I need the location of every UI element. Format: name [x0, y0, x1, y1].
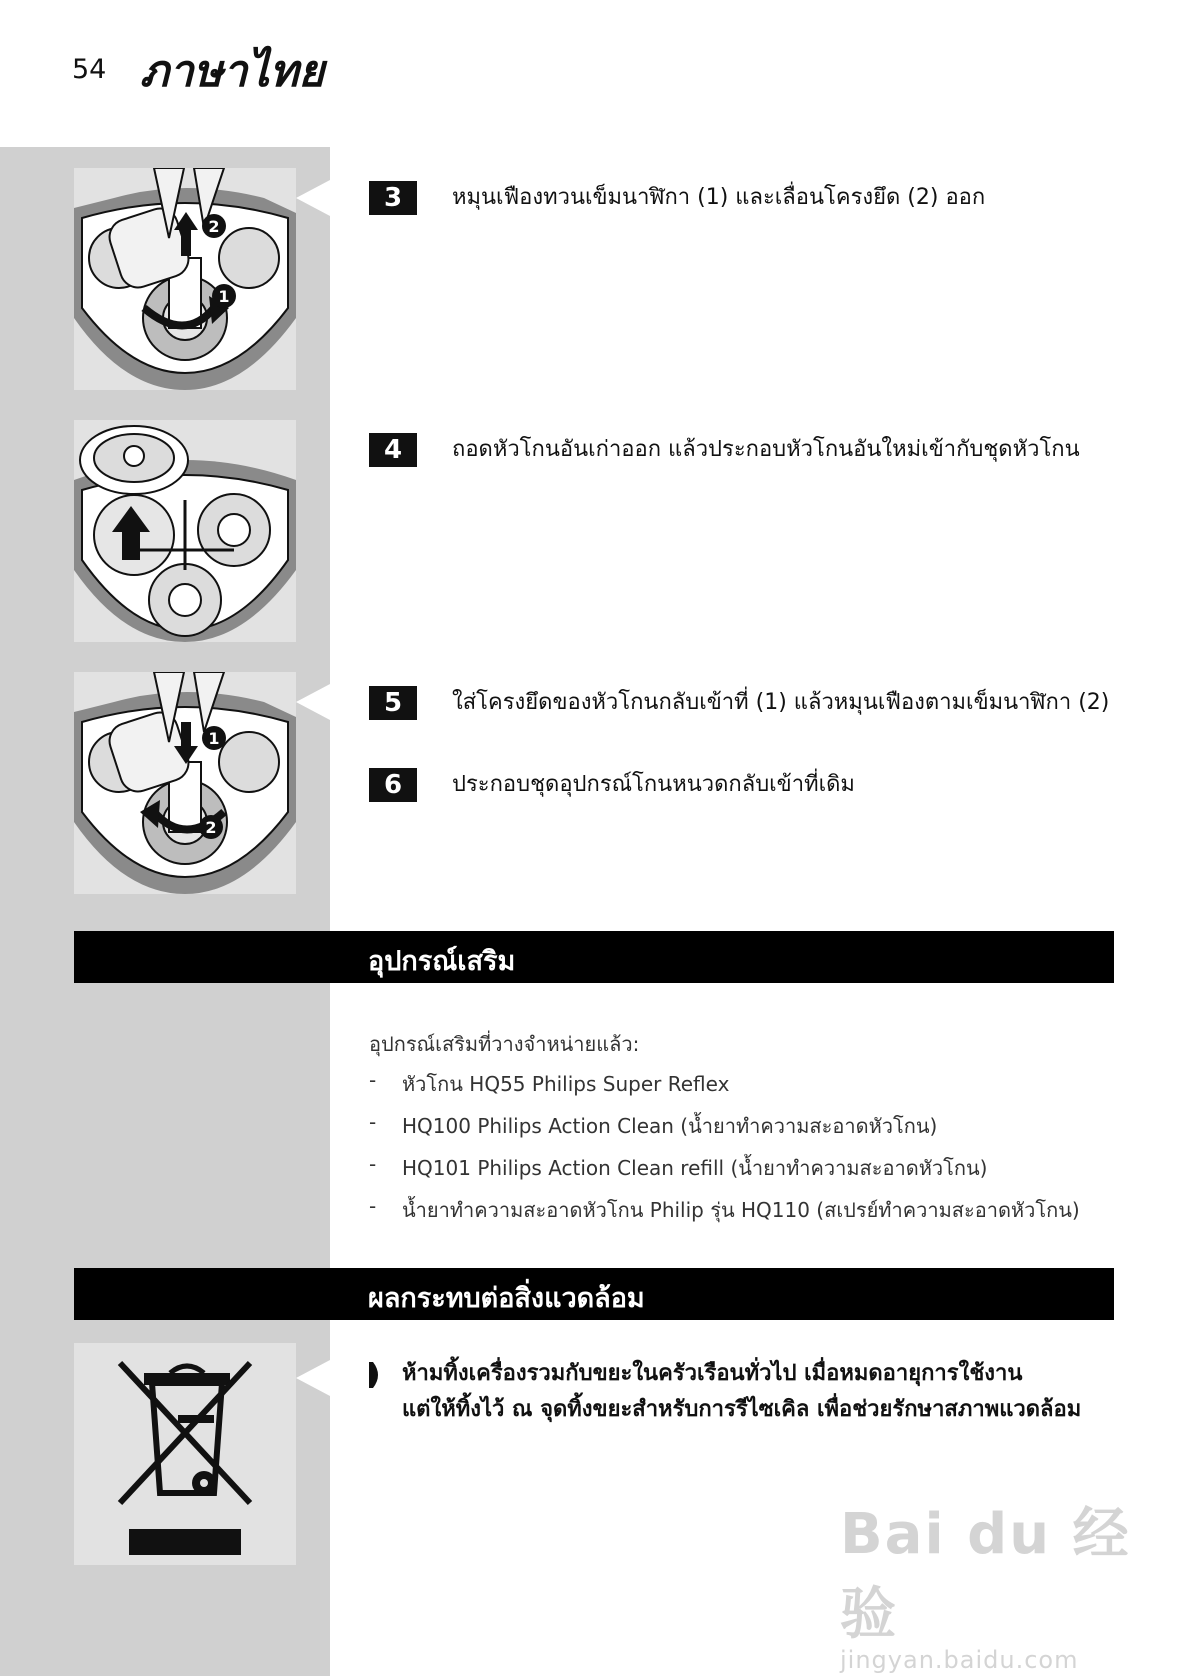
accessories-heading-bar	[74, 931, 1114, 983]
list-item-text: HQ101 Philips Action Clean refill (น้ำยาทำความสะอาดหัวโกน)	[402, 1156, 988, 1180]
step4-illustration	[74, 420, 296, 642]
watermark-url: jingyan.baidu.com	[840, 1646, 1079, 1674]
figure-pointer	[296, 684, 330, 720]
accessories-heading: อุปกรณ์เสริม	[368, 946, 516, 977]
figure-pointer	[296, 1360, 330, 1396]
label-2: 2	[208, 217, 220, 236]
bullet-icon	[369, 1362, 383, 1388]
list-dash: -	[369, 1152, 377, 1176]
environment-line-2: แต่ให้ทิ้งไว้ ณ จุดทิ้งขยะสำหรับการรีไซเคิล เพื่อช่วยรักษาสภาพแวดล้อม	[402, 1397, 1082, 1422]
step-text-3: หมุนเฟืองทวนเข็มนาฬิกา (1) และเลื่อนโครงยึด (2) ออก	[452, 185, 986, 210]
accessories-intro: อุปกรณ์เสริมที่วางจำหน่ายแล้ว:	[369, 1032, 640, 1056]
environment-line-1: ห้ามทิ้งเครื่องรวมกับขยะในครัวเรือนทั่วไป เมื่อหมดอายุการใช้งาน	[402, 1361, 1023, 1386]
list-item-text: HQ100 Philips Action Clean (น้ำยาทำความสะอาดหัวโกน)	[402, 1114, 938, 1138]
label-1: 1	[208, 729, 220, 748]
label-1: 1	[218, 287, 230, 306]
step-number-3: 3	[369, 181, 417, 215]
step-number-5: 5	[369, 686, 417, 720]
baidu-watermark	[840, 1490, 1188, 1674]
step-number-6: 6	[369, 768, 417, 802]
step-text-6: ประกอบชุดอุปกรณ์โกนหนวดกลับเข้าที่เดิม	[452, 772, 855, 797]
list-item-text: น้ำยาทำความสะอาดหัวโกน Philip รุ่น HQ110 (สเปรย์ทำความสะอาดหัวโกน)	[402, 1198, 1080, 1222]
watermark-brand: Bai du 经验	[840, 1502, 1131, 1647]
page-number: 54	[72, 54, 107, 85]
step5-illustration	[74, 672, 296, 894]
environment-text	[402, 1356, 1081, 1428]
list-dash: -	[369, 1194, 377, 1218]
list-dash: -	[369, 1068, 377, 1092]
environment-heading-bar	[74, 1268, 1114, 1320]
step-text-4: ถอดหัวโกนอันเก่าออก แล้วประกอบหัวโกนอันใหม่เข้ากับชุดหัวโกน	[452, 437, 1080, 462]
page-title: ภาษาไทย	[140, 46, 325, 97]
step3-illustration	[74, 168, 296, 390]
environment-heading: ผลกระทบต่อสิ่งแวดล้อม	[368, 1283, 645, 1314]
figure-pointer	[296, 180, 330, 216]
weee-crossed-bin-icon	[74, 1343, 296, 1565]
label-2: 2	[205, 818, 217, 837]
list-item-text: หัวโกน HQ55 Philips Super Reflex	[402, 1072, 730, 1096]
step-text-5: ใส่โครงยึดของหัวโกนกลับเข้าที่ (1) แล้วหมุนเฟืองตามเข็มนาฬิกา (2)	[452, 690, 1110, 715]
step-number-4: 4	[369, 433, 417, 467]
list-dash: -	[369, 1110, 377, 1134]
